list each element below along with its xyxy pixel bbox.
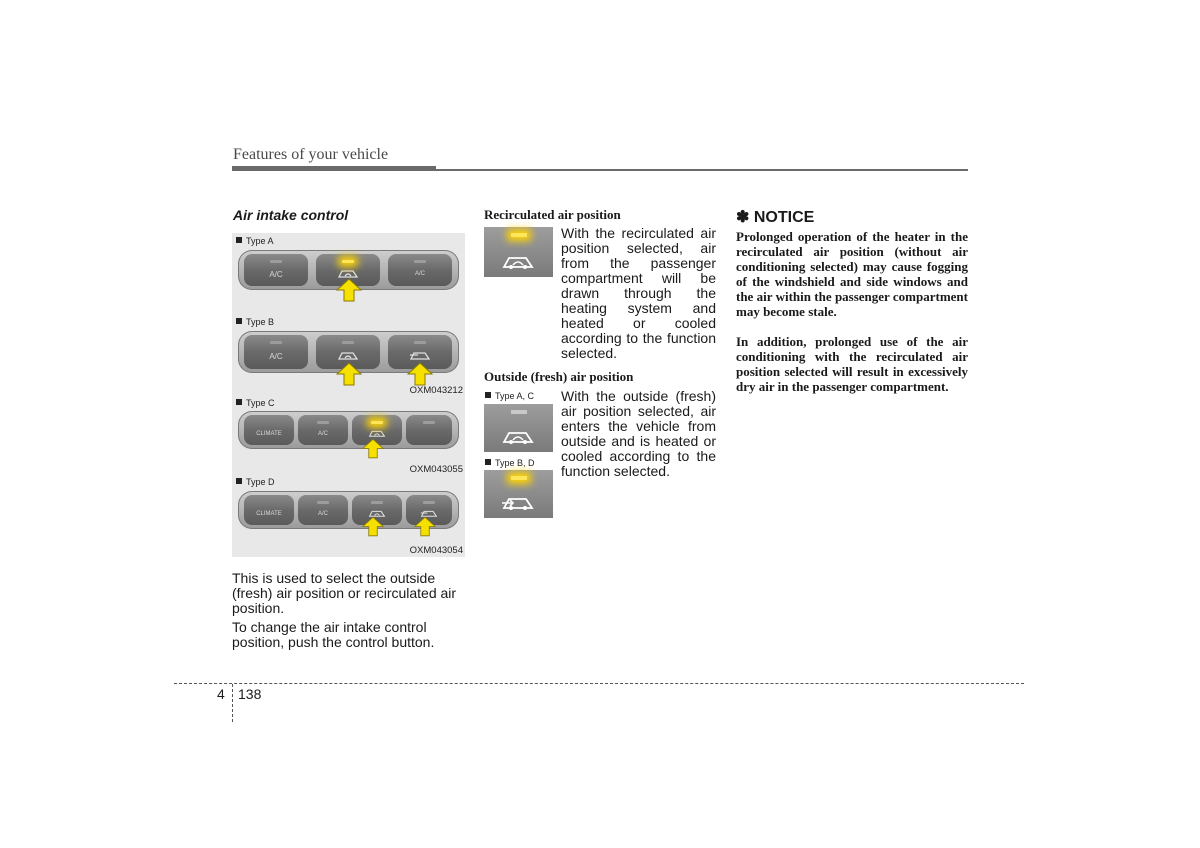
ac-button[interactable]: A/C [298,415,348,445]
figure-code: OXM043055 [409,464,463,475]
arrow-icon [414,516,436,537]
recirculated-icon-tile [484,227,553,277]
control-panel-figure [232,233,465,557]
climate-button[interactable]: CLIMATE [244,495,294,525]
ac-button[interactable]: A/C [298,495,348,525]
type-bd-label: Type B, D [485,458,535,468]
outside-title: Outside (fresh) air position [484,369,634,384]
fresh-air-icon [501,493,535,511]
type-a-label: Type A [236,236,274,246]
recirculate-icon [501,252,535,270]
recirculate-icon [337,349,359,361]
footer-divider [232,684,233,722]
side-mode-button[interactable] [406,415,452,445]
footer-rule [174,683,1024,684]
type-d-label: Type D [236,477,275,487]
air-intake-paragraph-2: To change the air intake control position, push the control button. [232,619,435,650]
notice-heading: ✽ NOTICE [736,209,815,226]
notice-paragraph-1: Prolonged operation of the heater in the recirculated air position (without air conditioning selected) may cause fogging of the windshield and side windows and the air within the passenger compartment may become stale. [736,229,968,319]
notice-paragraph-2: In addition, prolonged use of the air conditioning with the recirculated air position selected will result in excessively dry air in the passenger compartment. [736,334,968,394]
arrow-icon [336,362,362,386]
outside-text: With the outside (fresh) air position selected, air enters the vehicle from outside and is heated or cooled according to the function selected. [561,388,716,479]
page-header-title: Features of your vehicle [233,146,389,163]
recirculate-icon [501,427,535,445]
air-intake-title: Air intake control [233,207,349,223]
chapter-number: 4 [217,686,225,702]
type-c-label: Type C [236,398,275,408]
air-intake-paragraph-1: This is used to select the outside (fresh) air position or recirculated air position. [232,570,457,616]
type-b-label: Type B [236,317,274,327]
recirculated-title: Recirculated air position [484,207,621,222]
recirculate-icon [368,428,386,438]
arrow-icon [407,362,433,386]
recirculated-text: With the recirculated air position selected, air from the passenger compartment will be drawn through the heating system and heated or cooled according to the function selected. [561,225,716,361]
page-number: 138 [238,686,262,702]
arrow-icon [362,438,384,459]
ac-button[interactable]: A/C [244,335,308,369]
outside-icon-tile-bd [484,470,553,518]
fresh-air-icon [409,349,431,361]
climate-button[interactable]: CLIMATE [244,415,294,445]
type-c-panel [238,411,459,449]
figure-code: OXM043212 [409,385,463,396]
type-ac-label: Type A, C [485,391,534,401]
arrow-icon [336,278,362,302]
header-rule-thick [232,166,436,171]
outside-icon-tile-ac [484,404,553,452]
ac-button[interactable]: A/C [244,254,308,286]
ac-max-button[interactable]: A/C [388,254,452,286]
arrow-icon [362,516,384,537]
header-rule-thin [436,169,968,171]
figure-code: OXM043054 [409,545,463,556]
